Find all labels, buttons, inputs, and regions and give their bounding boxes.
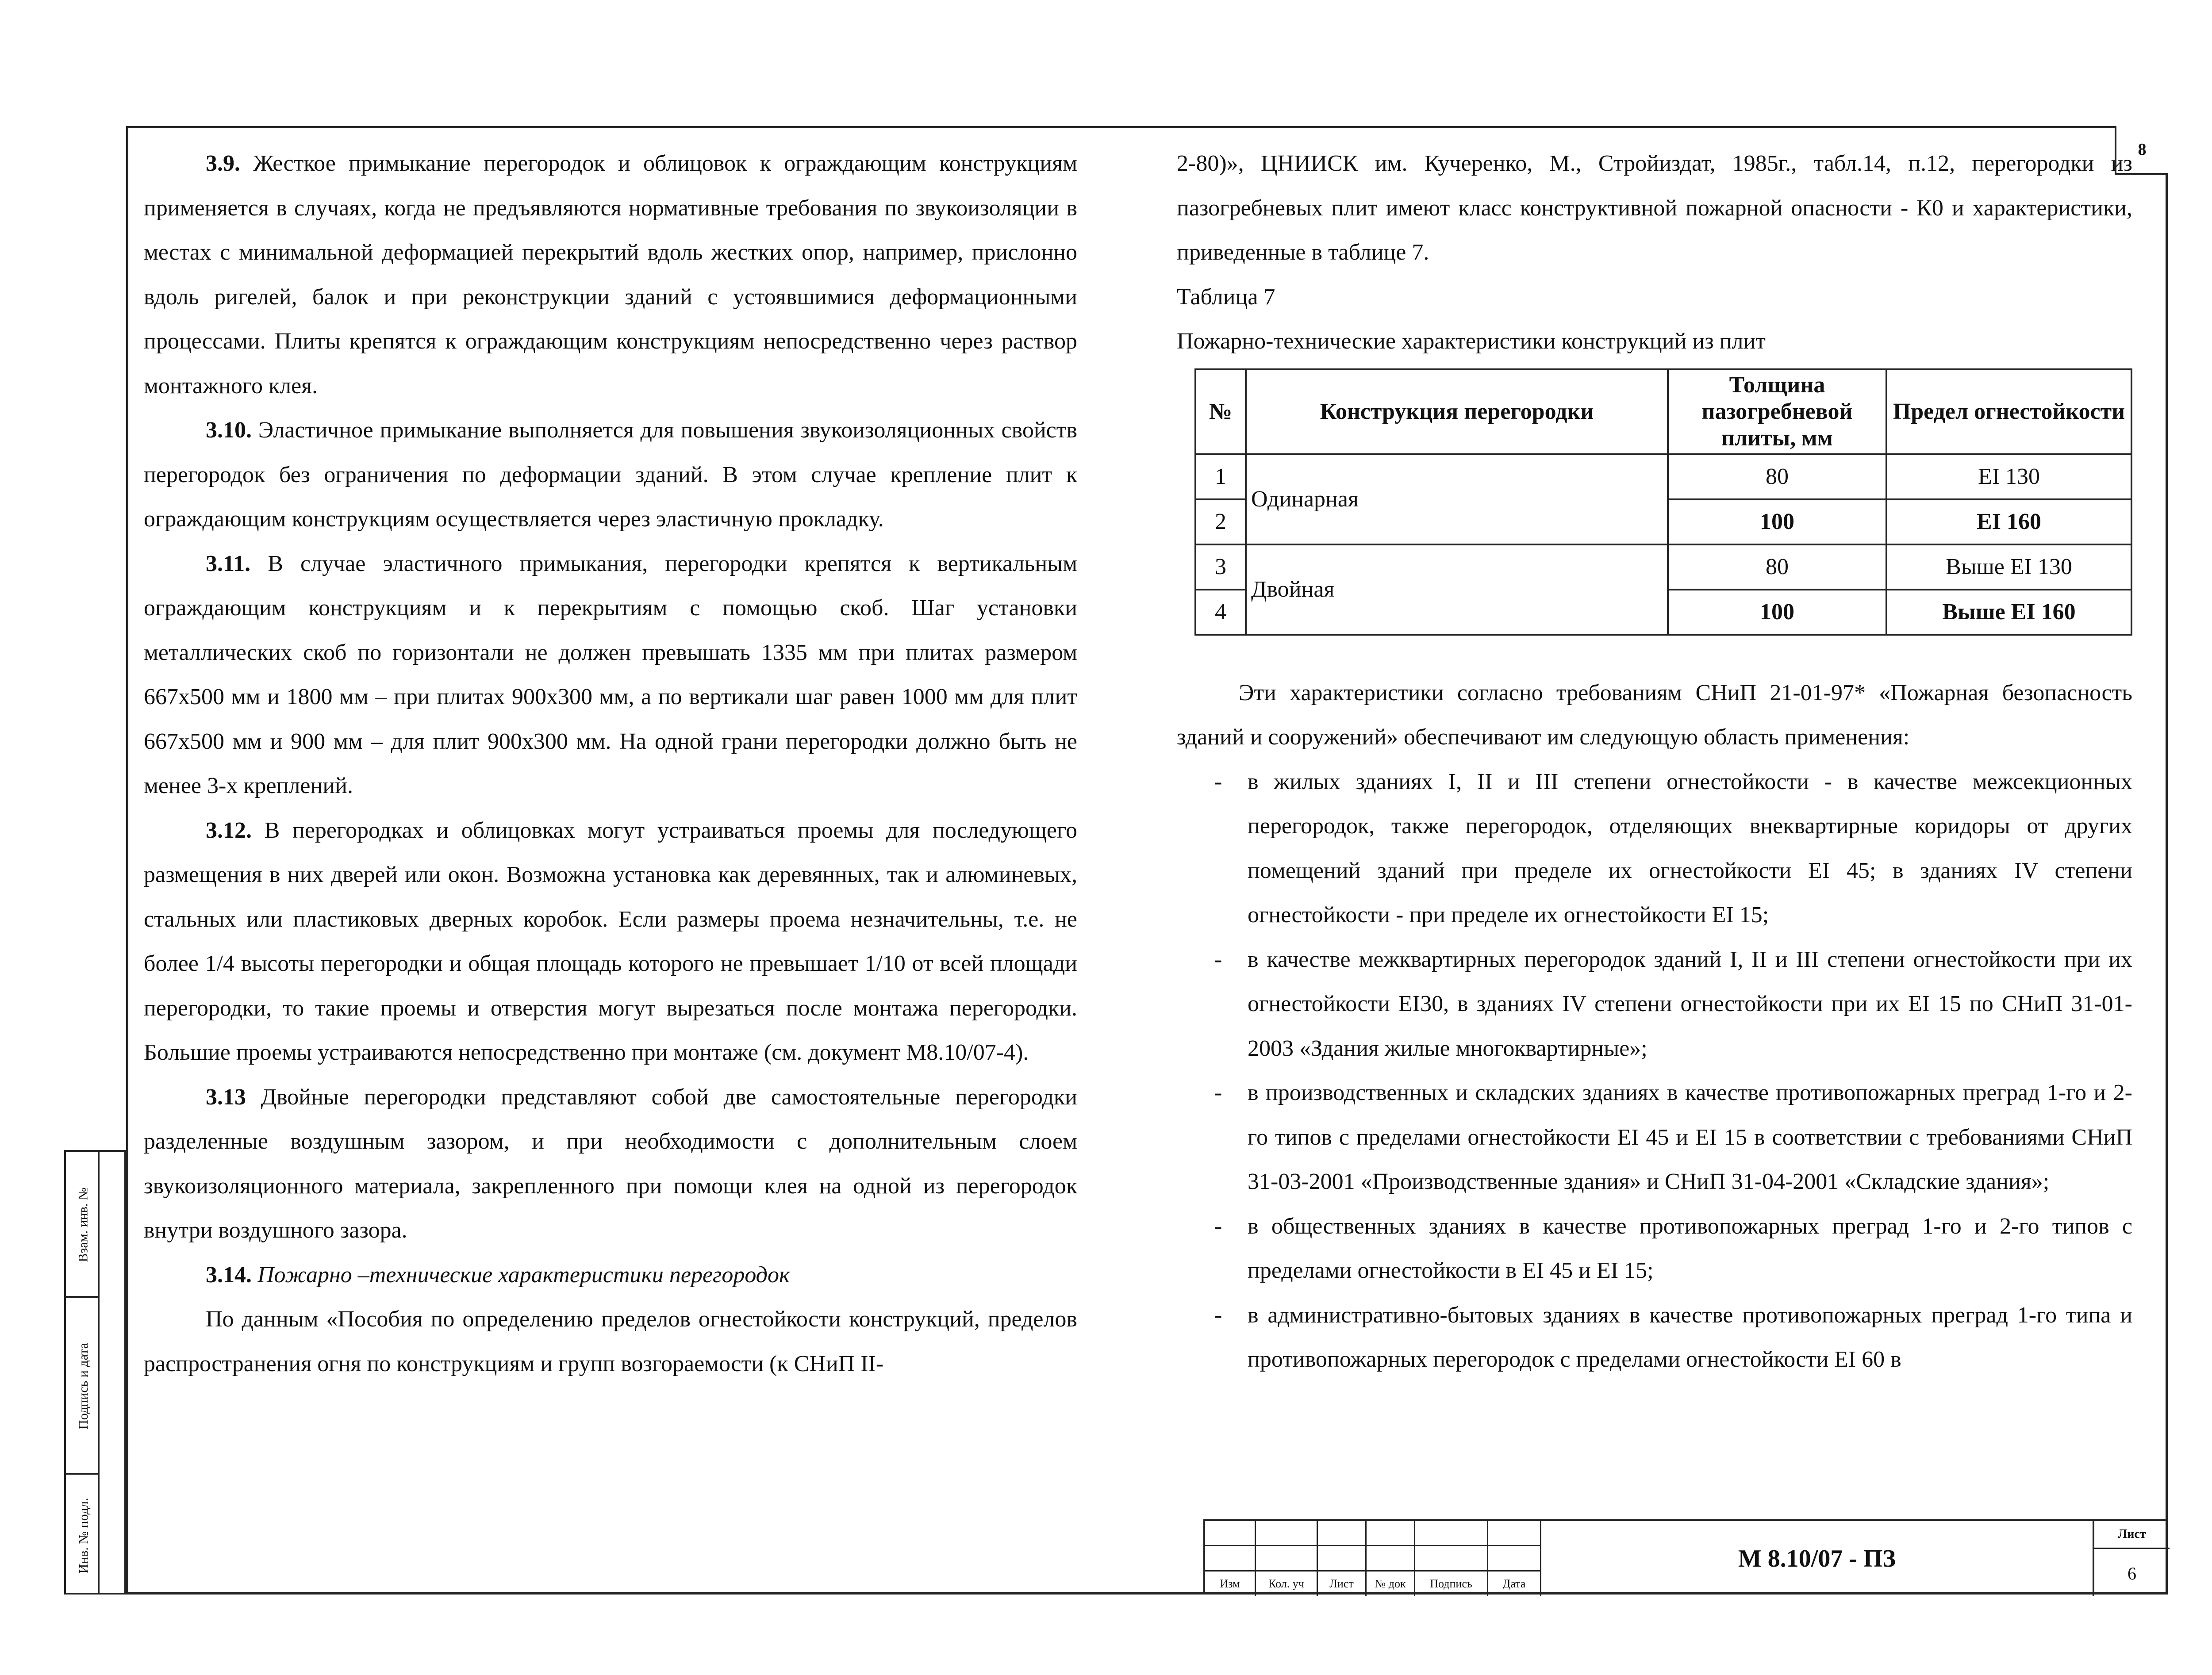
- paragraph-3-14: [144, 1253, 1077, 1298]
- paragraph-3-12: [144, 809, 1077, 1075]
- paragraph-text: В перегородках и облицовках могут устраиваться проемы для последующего размещения в них дверей или окон. Возможна установка как деревянных, так и алюминевых, стальных или пластиковых дверных коробок. Если размеры проема незначительны, т.е. не более 1/4 высоты перегородки и общая площадь которого не превышает 1/10 от всей площади перегородки, то такие проемы и отверстия могут вырезаться после монтажа перегородки. Большие проемы устраиваются непосредственно при монтаже (см. документ М8.10/07-4).: [144, 817, 1077, 1065]
- sheet-number: 6: [2128, 1563, 2136, 1583]
- paragraph-number: 3.10.: [206, 418, 252, 443]
- paragraph-3-11: [144, 542, 1077, 809]
- sheet-label: Лист: [2094, 1521, 2170, 1549]
- paragraph-text: В случае эластичного примыкания, перегородки крепятся к вертикальным ограждающим конструкциям и к перекрытиям с помощью скоб. Шаг установки металлических скоб по горизонтали не должен превышать 1335 мм при плитах размером 667х500 мм и 1800 мм – при плитах 900х300 мм, а по вертикали шаг равен 1000 мм для плит 667х500 мм и 900 мм – для плит 900х300 мм. На одной грани перегородки должно быть не менее 3-х креплений.: [144, 551, 1077, 798]
- list-item-text: в производственных и складских зданиях в качестве противопожарных преград 1-го и 2-го типов с пределами огнестойкости EI 45 и EI 15 в соответствии с требованиями СНиП 31-03-2001 «Производственные здания» и СНиП 31-04-2001 «Складские здания»;: [1248, 1080, 2132, 1194]
- left-column: [144, 142, 1077, 1386]
- paragraph-3-13: [144, 1075, 1077, 1253]
- row-limit: Выше EI 160: [1886, 590, 2131, 635]
- paragraph-posobie: По данным «Пособия по определению пределов огнестойкости конструкций, пределов распространения огня по конструкциям и групп возгораемости (к СНиП II-: [144, 1307, 1077, 1376]
- row-limit: Выше EI 130: [1886, 544, 2131, 590]
- right-column: [1177, 142, 2132, 1382]
- table-header-row: [1195, 369, 2131, 454]
- list-item-text: в качестве межквартирных перегородок зданий I, II и III степени огнестойкости при их огнестойкости EI30, в зданиях IV степени огнестойкости при их EI 15 по СНиП 31-01-2003 «Здания жилые многоквартирные»;: [1248, 947, 2132, 1061]
- bullet-dash: -: [1214, 1302, 1222, 1328]
- list-item-text: в жилых зданиях I, II и III степени огнестойкости - в качестве межсекционных перегородок, также перегородок, отделяющих внеквартирные коридоры от других помещений зданий при пределе их огнестойкости EI 45; в зданиях IV степени огнестойкости - при пределе их огнестойкости EI 15;: [1248, 769, 2132, 928]
- list-item-text: в административно-бытовых зданиях в качестве противопожарных преград 1-го типа и противопожарных перегородок с пределами огнестойкости EI 60 в: [1248, 1302, 2132, 1372]
- title-block-grid: [1205, 1521, 1541, 1596]
- paragraph-continued: 2-80)», ЦНИИСК им. Кучеренко, М., Стройиздат, 1985г., табл.14, п.12, перегородки из пазогребневых плит имеют класс конструктивной пожарной опасности - К0 и характеристики, приведенные в таблице 7.: [1177, 151, 2132, 265]
- document-code: М 8.10/07 - ПЗ: [1541, 1521, 2094, 1596]
- bullet-dash: -: [1214, 769, 1222, 794]
- sheet-number-cell: [2094, 1521, 2170, 1596]
- row-number: 3: [1195, 544, 1246, 590]
- header-thickness: Толщина пазогребневой плиты, мм: [1668, 369, 1886, 454]
- side-cell-podpis: [64, 1296, 100, 1473]
- section-heading-italic: Пожарно –технические характеристики перегородок: [252, 1262, 790, 1288]
- paragraph-text: Эластичное примыкание выполняется для повышения звукоизоляционных свойств перегородок без ограничения по деформации зданий. В этом случае крепление плит к ограждающим конструкциям осуществляется через эластичную прокладку.: [144, 418, 1077, 532]
- side-strip-blank: [100, 1150, 126, 1595]
- title-label-ndok: № док: [1367, 1572, 1415, 1596]
- paragraph-number: 3.9.: [206, 151, 240, 176]
- header-limit: Предел огнестойкости: [1886, 369, 2131, 454]
- side-label-vzam: Взам. инв. №: [76, 1187, 91, 1262]
- paragraph-application: Эти характеристики согласно требованиям СНиП 21-01-97* «Пожарная безопасность зданий и сооружений» обеспечивают им следующую область применения:: [1177, 680, 2132, 750]
- title-label-izm: Изм: [1205, 1572, 1256, 1596]
- title-label-podpis: Подпись: [1415, 1572, 1488, 1596]
- row-limit: EI 130: [1886, 454, 2131, 499]
- list-item: [1177, 938, 2132, 1071]
- sheet-corner-number: 8: [2115, 126, 2168, 175]
- side-cell-vzam: [64, 1150, 100, 1296]
- title-label-data: Дата: [1488, 1572, 1541, 1596]
- bullet-dash: -: [1214, 1213, 1222, 1239]
- paragraph-text: Двойные перегородки представляют собой две самостоятельные перегородки разделенные воздушным зазором, и при необходимости с дополнительным слоем звукоизоляционного материала, закрепленного при помощи клея на одной из перегородок внутри воздушного зазора.: [144, 1084, 1077, 1243]
- row-number: 1: [1195, 454, 1246, 499]
- row-limit: EI 160: [1886, 499, 2131, 544]
- header-construction: Конструкция перегородки: [1246, 369, 1668, 454]
- paragraph-text: Жесткое примыкание перегородок и облицовок к ограждающим конструкциям применяется в случаях, когда не предъявляются нормативные требования по звукоизоляции в местах с минимальной деформацией перекрытий вдоль жестких опор, например, прислонно вдоль ригелей, балок и при реконструкции зданий с устоявшимися деформационными процессами. Плиты крепятся к ограждающим конструкциям непосредственно через раствор монтажного клея.: [144, 151, 1077, 399]
- bullet-dash: -: [1214, 1080, 1222, 1105]
- side-label-podpis: Подпись и дата: [76, 1343, 91, 1430]
- row-number: 4: [1195, 590, 1246, 635]
- fire-characteristics-table: [1194, 368, 2132, 636]
- row-thickness: 80: [1668, 454, 1886, 499]
- header-number: №: [1195, 369, 1246, 454]
- title-block: [1203, 1519, 2168, 1595]
- table-row: [1195, 544, 2131, 590]
- list-item: [1177, 1071, 2132, 1204]
- row-thickness: 80: [1668, 544, 1886, 590]
- row-construction: Одинарная: [1246, 454, 1668, 544]
- paragraph-number: 3.12.: [206, 817, 252, 843]
- list-item: [1177, 760, 2132, 938]
- row-thickness: 100: [1668, 499, 1886, 544]
- row-construction: Двойная: [1246, 544, 1668, 635]
- paragraph-number: 3.14.: [206, 1262, 252, 1288]
- table-label: Таблица 7: [1177, 284, 1275, 310]
- side-cell-inv: [64, 1473, 100, 1595]
- bullet-dash: -: [1214, 947, 1222, 972]
- paragraph-3-9: [144, 142, 1077, 408]
- title-label-list: Лист: [1318, 1572, 1367, 1596]
- paragraph-3-10: [144, 408, 1077, 542]
- list-item: [1177, 1293, 2132, 1382]
- paragraph-number: 3.11.: [206, 551, 251, 576]
- list-item: [1177, 1204, 2132, 1293]
- row-number: 2: [1195, 499, 1246, 544]
- paragraph-number: 3.13: [206, 1084, 246, 1110]
- side-label-inv: Инв. № подл.: [76, 1498, 91, 1573]
- list-item-text: в общественных зданиях в качестве противопожарных преград 1-го и 2-го типов с пределами огнестойкости в EI 45 и EI 15;: [1248, 1213, 2132, 1283]
- table-caption: Пожарно-технические характеристики конструкций из плит: [1177, 329, 1766, 354]
- title-label-kol: Кол. уч: [1256, 1572, 1318, 1596]
- table-row: [1195, 454, 2131, 499]
- row-thickness: 100: [1668, 590, 1886, 635]
